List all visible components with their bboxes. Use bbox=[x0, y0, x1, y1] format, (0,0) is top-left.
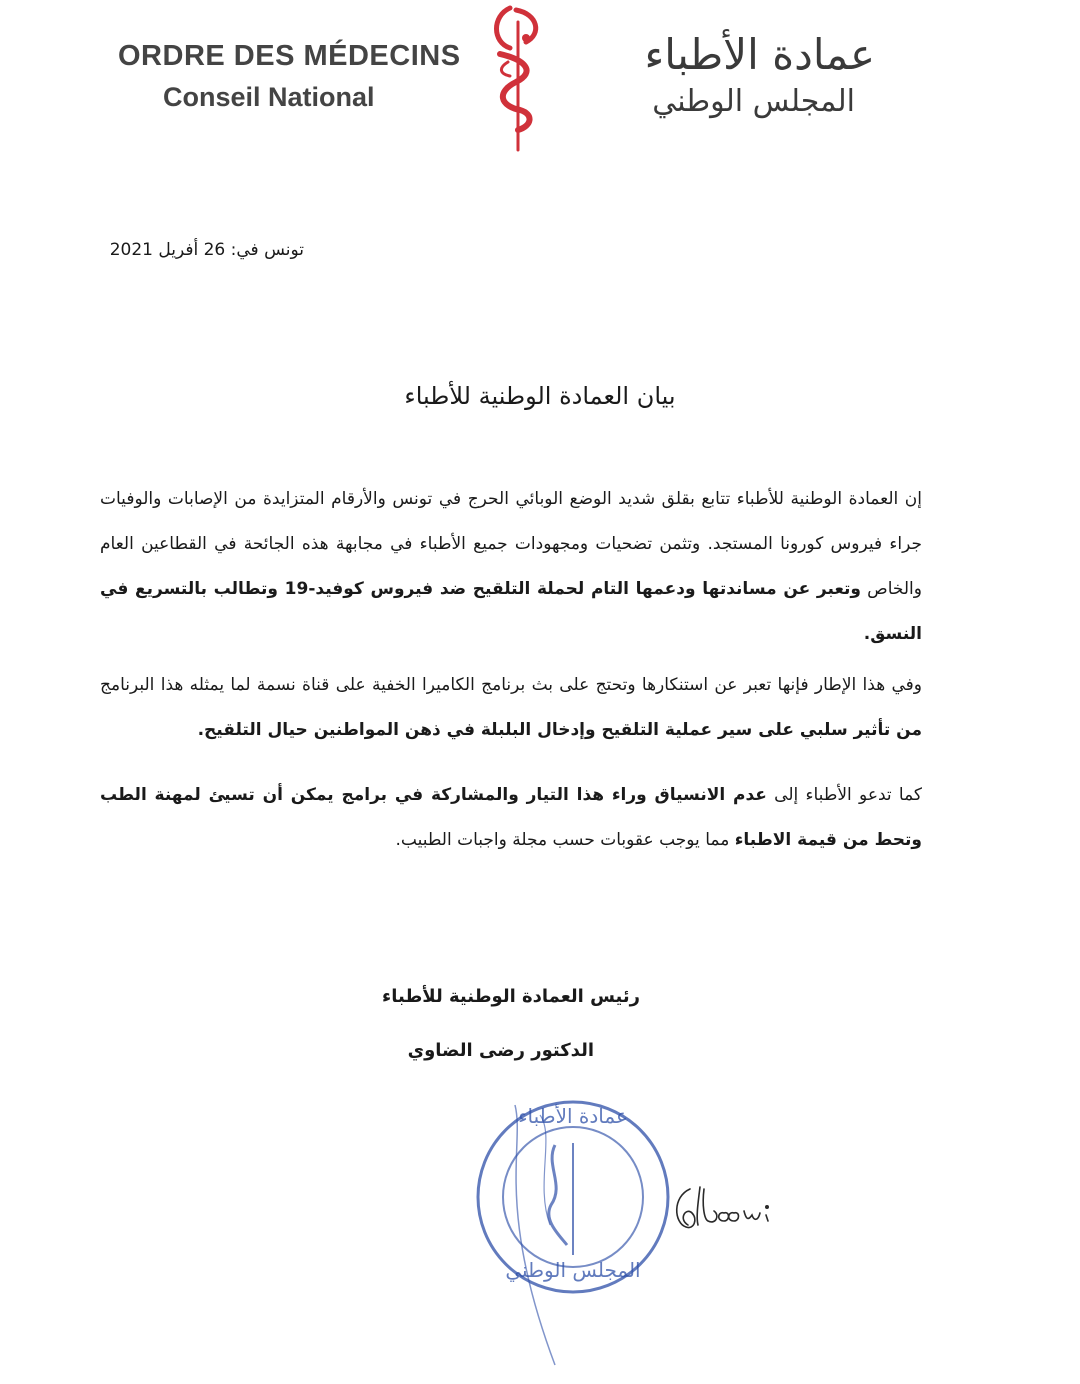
stamp-outer-text: عمادة الأطباء bbox=[518, 1104, 628, 1128]
paragraph-1-bold: وتعبر عن مساندتها ودعمها التام لحملة التلقيح ضد فيروس كوفيد-19 وتطالب بالتسريع في النسق. bbox=[100, 579, 922, 644]
paragraph-1 bbox=[100, 477, 922, 657]
header-arabic-title: عمادة الأطباء bbox=[644, 30, 875, 79]
header-french-title: ORDRE DES MÉDECINS bbox=[118, 40, 461, 72]
signatory-title: رئيس العمادة الوطنية للأطباء bbox=[382, 986, 640, 1007]
paragraph-2-text: وفي هذا الإطار فإنها تعبر عن استنكارها وتحتج على بث برنامج الكاميرا الخفية على قناة نسمة لما يمثله هذا البرنامج bbox=[100, 675, 922, 695]
paragraph-3-text-b: مما يوجب عقوبات حسب مجلة واجبات الطبيب. bbox=[395, 830, 735, 850]
paragraph-1-text: إن العمادة الوطنية للأطباء تتابع بقلق شديد الوضع الوبائي الحرج في تونس والأرقام المتزايدة من الإصابات والوفيات جراء فيروس كورونا المستجد. وتثمن تضحيات ومجهودات جميع الأطباء في مجابهة هذه الجائحة في القطاعين العام والخاص bbox=[100, 489, 922, 599]
stamp-inner-text: المجلس الوطني bbox=[505, 1258, 641, 1282]
handwritten-signature-icon bbox=[668, 1175, 788, 1245]
paragraph-3 bbox=[100, 773, 922, 863]
header-arabic-subtitle: المجلس الوطني bbox=[652, 84, 855, 119]
document-title: بيان العمادة الوطنية للأطباء bbox=[404, 382, 676, 410]
caduceus-logo-icon bbox=[486, 2, 550, 154]
signatory-name: الدكتور رضى الضاوي bbox=[407, 1040, 594, 1061]
paragraph-3-text-a: كما تدعو الأطباء إلى bbox=[766, 785, 922, 805]
official-stamp-icon bbox=[455, 1085, 695, 1375]
paragraph-3-bold: عدم الانسياق وراء هذا التيار والمشاركة في برامج يمكن أن تسيئ لمهنة الطب وتحط من قيمة الاطباء bbox=[100, 785, 922, 850]
header-french-subtitle: Conseil National bbox=[163, 82, 375, 112]
paragraph-2 bbox=[100, 663, 922, 753]
document-date: تونس في: 26 أفريل 2021 bbox=[109, 240, 304, 260]
paragraph-2-bold: من تأثير سلبي على سير عملية التلقيح وإدخال البلبلة في ذهن المواطنين حيال التلقيح. bbox=[197, 720, 922, 740]
